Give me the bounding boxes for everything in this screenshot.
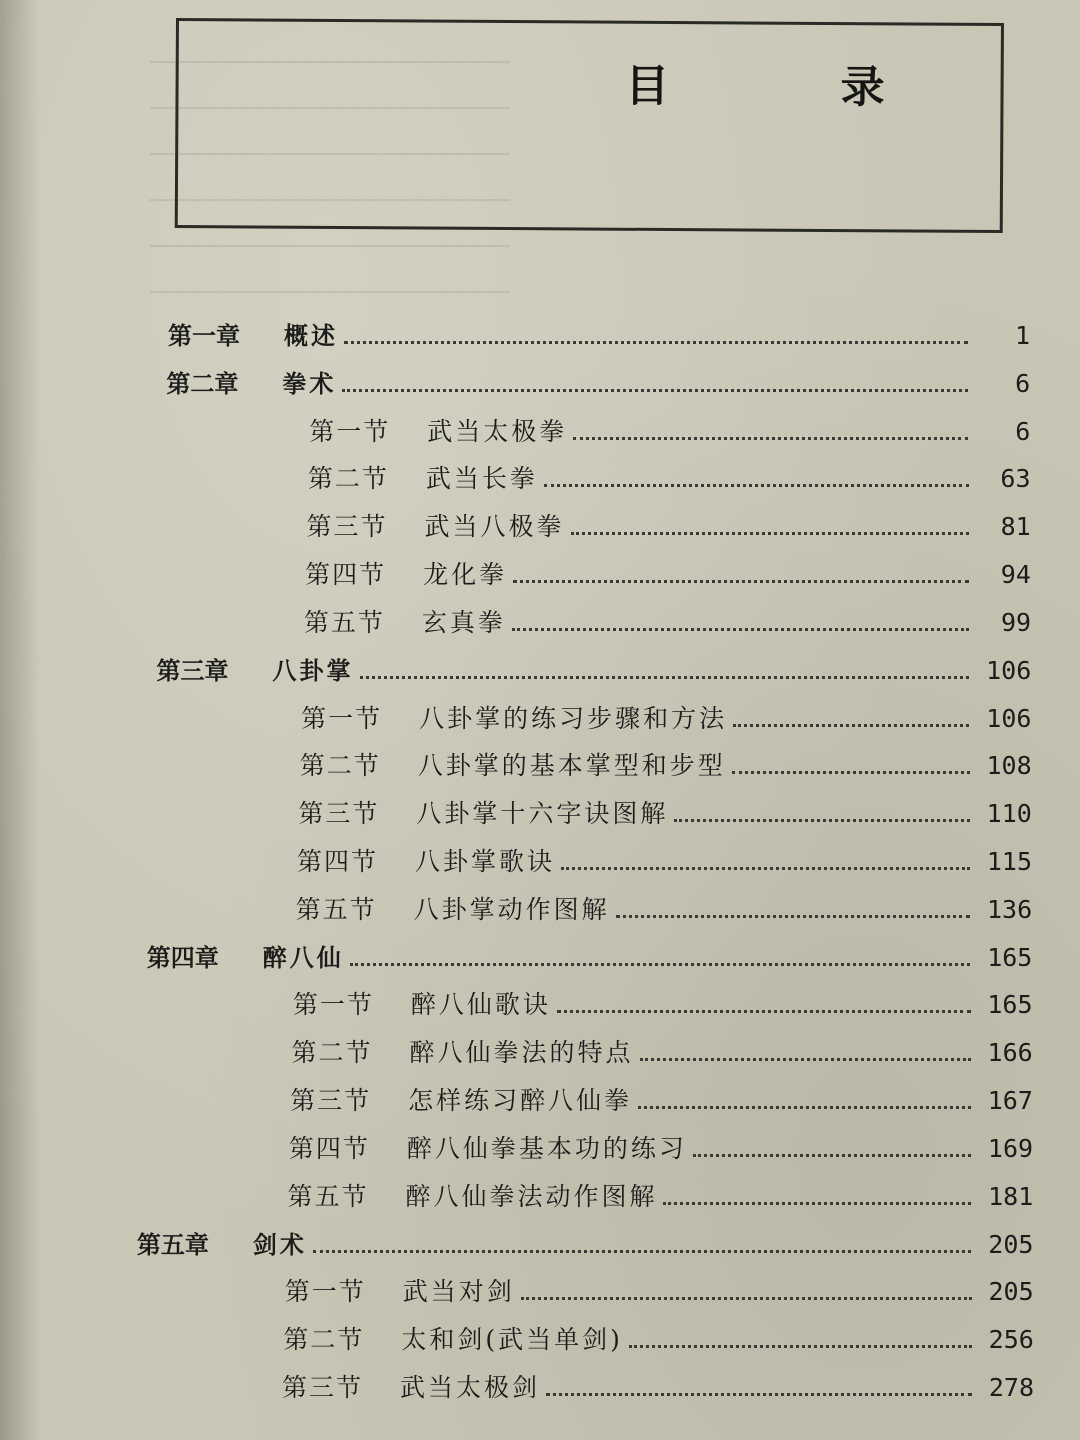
dot-leader xyxy=(573,437,968,440)
toc-section-row xyxy=(298,794,1031,830)
section-number: 第四节 xyxy=(305,560,387,590)
section-number: 第五节 xyxy=(303,607,385,637)
page-number: 181 xyxy=(988,1181,1034,1211)
toc-chapter-row xyxy=(137,1225,1034,1260)
page-number: 6 xyxy=(1015,368,1031,398)
dot-leader xyxy=(546,1393,972,1396)
dot-leader xyxy=(313,1250,972,1253)
page-number: 205 xyxy=(988,1229,1034,1259)
section-number: 第一节 xyxy=(292,990,374,1020)
dot-leader xyxy=(342,389,968,392)
dot-leader xyxy=(693,1154,971,1157)
section-title: 武当八极拳 xyxy=(424,512,565,542)
toc-section-row xyxy=(305,555,1031,591)
section-number: 第四节 xyxy=(288,1133,370,1163)
page-number: 63 xyxy=(1000,464,1031,494)
page-number: 6 xyxy=(1015,416,1031,446)
section-number: 第三节 xyxy=(282,1373,364,1402)
toc-section-row xyxy=(282,1368,1034,1404)
page-number: 165 xyxy=(987,990,1033,1020)
dot-leader xyxy=(674,819,969,822)
dot-leader xyxy=(350,963,971,966)
section-number: 第一节 xyxy=(284,1277,366,1307)
section-title: 八卦掌的练习步骤和方法 xyxy=(419,703,728,733)
section-title: 玄真拳 xyxy=(421,607,506,637)
section-number: 第二节 xyxy=(299,751,381,781)
page-number: 205 xyxy=(988,1277,1034,1307)
dot-leader xyxy=(663,1202,971,1205)
toc-section-row xyxy=(304,603,1031,639)
toc-section-row xyxy=(285,1272,1034,1308)
chapter-title: 剑术 xyxy=(252,1230,307,1259)
toc-section-row xyxy=(296,890,1033,926)
section-number: 第二节 xyxy=(291,1038,373,1068)
dot-leader xyxy=(616,915,971,918)
section-title: 武当对剑 xyxy=(402,1277,515,1307)
section-number: 第三节 xyxy=(298,799,380,829)
toc-section-row xyxy=(292,1033,1033,1069)
page-number: 108 xyxy=(986,751,1032,781)
toc-section-row xyxy=(287,1177,1033,1213)
toc-section-row xyxy=(297,842,1032,878)
section-title: 武当太极拳 xyxy=(427,416,568,446)
dot-leader xyxy=(640,1058,971,1061)
page-number: 169 xyxy=(987,1133,1034,1163)
dot-leader xyxy=(360,676,970,679)
toc-section-row xyxy=(290,1081,1033,1117)
chapter-number: 第五章 xyxy=(136,1230,209,1259)
dot-leader xyxy=(344,341,968,344)
section-title: 八卦掌歌诀 xyxy=(415,847,556,876)
dot-leader xyxy=(733,724,969,727)
toc-chapter-row xyxy=(168,316,1030,351)
toc-section-row xyxy=(289,1129,1033,1165)
dot-leader xyxy=(629,1345,972,1348)
toc-section-row xyxy=(283,1320,1033,1356)
section-title: 醉八仙拳法动作图解 xyxy=(405,1181,658,1211)
chapter-title: 概述 xyxy=(284,322,338,350)
page-number: 106 xyxy=(986,655,1032,685)
page-title: 目 录 xyxy=(625,60,963,114)
section-number: 第三节 xyxy=(290,1086,372,1116)
page-number: 136 xyxy=(987,894,1033,924)
section-number: 第五节 xyxy=(295,894,377,924)
dot-leader xyxy=(732,771,970,774)
chapter-number: 第一章 xyxy=(168,322,240,350)
section-number: 第二节 xyxy=(307,464,389,494)
section-title: 醉八仙拳法的特点 xyxy=(409,1038,634,1068)
section-title: 八卦掌动作图解 xyxy=(413,894,610,924)
page-number: 110 xyxy=(986,799,1032,829)
dot-leader xyxy=(521,1297,972,1300)
chapter-number: 第三章 xyxy=(156,656,229,685)
chapter-title: 醉八仙 xyxy=(262,943,344,972)
section-number: 第四节 xyxy=(297,847,379,876)
page-number: 278 xyxy=(988,1373,1034,1402)
toc-section-row xyxy=(300,746,1032,782)
page-number: 166 xyxy=(987,1038,1033,1068)
page-number: 256 xyxy=(988,1325,1034,1355)
dot-leader xyxy=(512,628,969,631)
page-number: 94 xyxy=(1000,560,1031,590)
section-title: 八卦掌的基本掌型和步型 xyxy=(417,751,726,781)
page-number: 165 xyxy=(987,942,1033,972)
toc-chapter-row xyxy=(166,364,1030,399)
section-title: 醉八仙歌诀 xyxy=(410,990,551,1020)
toc-section-row xyxy=(308,459,1031,495)
section-number: 第三节 xyxy=(306,512,388,542)
dot-leader xyxy=(513,580,969,583)
section-title: 醉八仙拳基本功的练习 xyxy=(406,1133,687,1163)
page-number: 81 xyxy=(1000,512,1031,542)
chapter-title: 拳术 xyxy=(282,369,337,398)
toc-section-row xyxy=(307,507,1031,543)
dot-leader xyxy=(561,867,970,870)
page-number: 115 xyxy=(986,847,1032,876)
section-number: 第五节 xyxy=(287,1181,369,1211)
page-number: 99 xyxy=(1000,607,1032,637)
dot-leader xyxy=(638,1106,971,1109)
section-title: 怎样练习醉八仙拳 xyxy=(408,1086,633,1116)
section-title: 武当太极剑 xyxy=(400,1373,541,1402)
dot-leader xyxy=(571,532,969,535)
page-number: 1 xyxy=(1014,321,1030,350)
section-number: 第二节 xyxy=(283,1325,365,1355)
page-number: 167 xyxy=(987,1086,1033,1116)
toc-chapter-row xyxy=(157,651,1032,686)
section-title: 八卦掌十六字诀图解 xyxy=(416,799,669,829)
section-title: 龙化拳 xyxy=(423,560,508,590)
dot-leader xyxy=(557,1010,971,1013)
toc-section-row xyxy=(293,985,1033,1021)
chapter-number: 第二章 xyxy=(166,369,239,398)
section-title: 太和剑(武当单剑) xyxy=(401,1325,623,1355)
chapter-title: 八卦掌 xyxy=(272,656,354,685)
toc-section-row xyxy=(301,699,1031,735)
section-number: 第一节 xyxy=(301,703,383,733)
section-number: 第一节 xyxy=(309,416,391,446)
section-title: 武当长拳 xyxy=(425,464,538,494)
show-through-text: ─────────────────────── ─────────────────────── ─────────────────────── ─────────────────────── ─────────────────────── ─────────────────────── xyxy=(150,48,511,308)
toc-chapter-row xyxy=(147,938,1033,973)
toc-section-row xyxy=(309,412,1030,448)
dot-leader xyxy=(544,484,969,487)
chapter-number: 第四章 xyxy=(146,943,219,972)
page-number: 106 xyxy=(986,703,1032,733)
